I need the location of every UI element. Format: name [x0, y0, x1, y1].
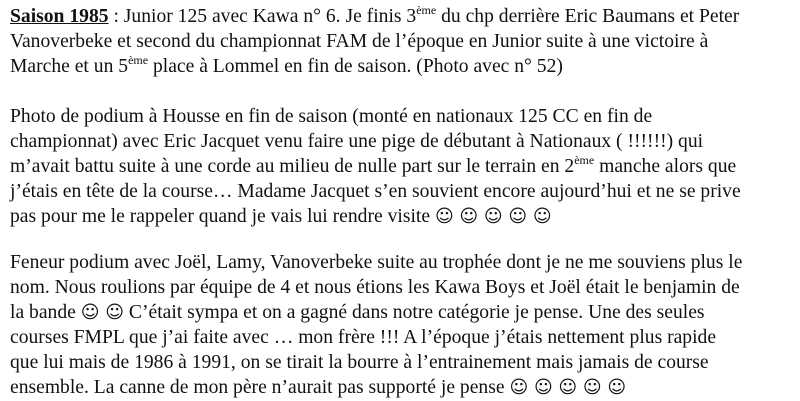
text-line: courses FMPL que j’ai faite avec … mon frère !!! A l’époque j’étais nettement plus rapide — [10, 327, 717, 348]
text-line: j’étais en tête de la course… Madame Jacquet s’en souvient encore aujourd’hui et ne se prive — [10, 181, 741, 202]
text-line: Photo de podium à Housse en fin de saison (monté en nationaux 125 CC en fin de — [10, 106, 653, 127]
smiley-icon: ☺ ☺ ☺ ☺ ☺ — [509, 377, 627, 398]
smiley-icon: ☺ ☺ — [80, 302, 124, 323]
text-line: Marche et un 5ème place à Lommel en fin de saison. (Photo avec n° 52) — [10, 53, 563, 77]
superscript: ème — [128, 53, 149, 67]
superscript: ème — [574, 153, 595, 167]
paragraph-podium-housse — [10, 104, 796, 229]
text-line: Feneur podium avec Joël, Lamy, Vanoverbeke suite au trophée dont je ne me souviens plus le — [10, 252, 743, 273]
section-heading: Saison 1985 — [10, 6, 109, 27]
text-line: Saison 1985 : Junior 125 avec Kawa n° 6. Je finis 3ème du chp derrière Eric Baumans et Peter — [10, 3, 740, 27]
text-line: championnat) avec Eric Jacquet venu faire une pige de débutant à Nationaux ( !!!!!!) qui — [10, 131, 704, 152]
text-line: pas pour me le rappeler quand je vais lui rendre visite ☺ ☺ ☺ ☺ ☺ — [10, 206, 552, 227]
text-line: ensemble. La canne de mon père n’aurait pas supporté je pense ☺ ☺ ☺ ☺ ☺ — [10, 377, 627, 398]
text-line: m’avait battu suite à une corde au milieu de nulle part sur le terrain en 2ème manche alors que — [10, 153, 737, 177]
paragraph-saison-1985 — [10, 4, 796, 79]
superscript: ème — [416, 3, 437, 17]
text-line: la bande ☺ ☺ C’était sympa et on a gagné dans notre catégorie je pense. Une des seules — [10, 302, 705, 323]
smiley-icon: ☺ ☺ ☺ ☺ ☺ — [434, 206, 552, 227]
text-line: Vanoverbeke et second du championnat FAM de l’époque en Junior suite à une victoire à — [10, 31, 709, 52]
paragraph-feneur-podium — [10, 250, 796, 400]
text-line: nom. Nous roulions par équipe de 4 et nous étions les Kawa Boys et Joël était le benjamin de — [10, 277, 740, 298]
text-line: que lui mais de 1986 à 1991, on se tirait la bourre à l’entrainement mais jamais de course — [10, 352, 709, 373]
